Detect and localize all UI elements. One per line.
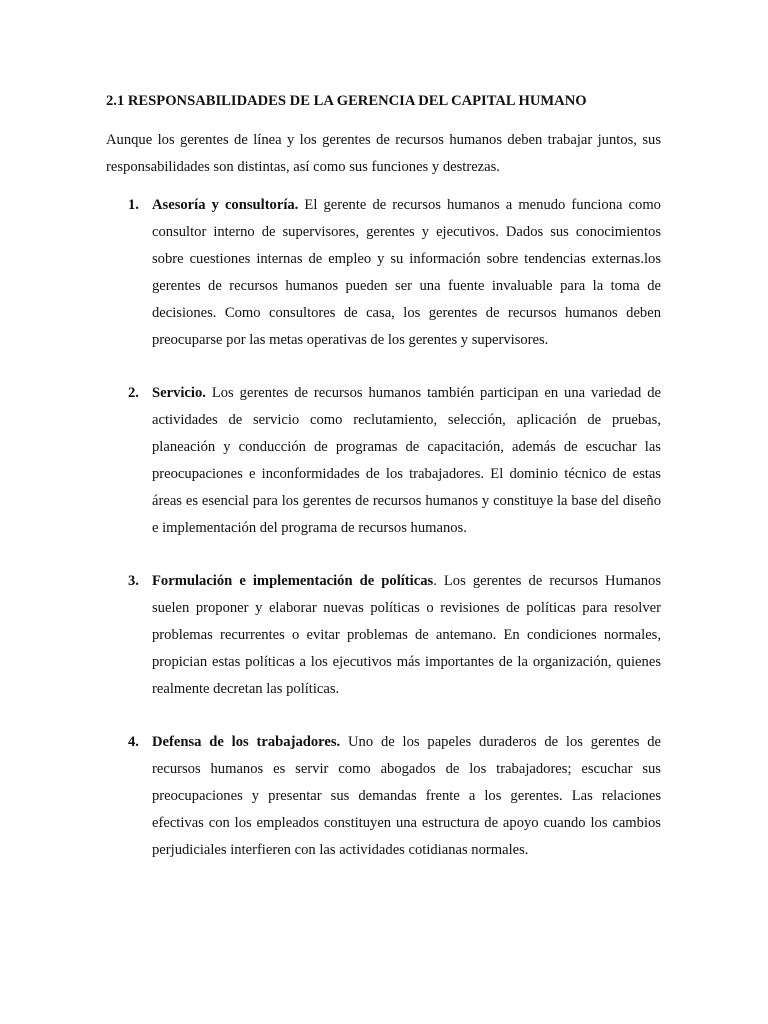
list-item-title: Servicio. <box>152 385 206 401</box>
intro-paragraph: Aunque los gerentes de línea y los gerentes de recursos humanos deben trabajar juntos, sus responsabilidades son distintas, así como sus funciones y destrezas. <box>106 132 661 175</box>
list-item-number: 2. <box>128 385 139 401</box>
list-item-text: Uno de los papeles duraderos de los gerentes de recursos humanos es servir como abogados de los trabajadores; escuchar sus preocupaciones y presentar sus demandas frente a los gerentes. Las relaciones efectivas con los empleados constituyen una estructura de apoyo cuando los cambios perjudiciales interfieren con las actividades cotidianas normales. <box>152 734 661 858</box>
list-item-body <box>152 192 661 354</box>
list-item <box>0 568 768 703</box>
list-item-text: . Los gerentes de recursos Humanos suelen proponer y elaborar nuevas políticas o revisiones de políticas para resolver problemas recurrentes o evitar problemas de antemano. En condiciones normales, propician estas políticas a los ejecutivos más importantes de la organización, quienes realmente decretan las políticas. <box>152 573 661 697</box>
list-item-body <box>152 380 661 542</box>
list-item-text: El gerente de recursos humanos a menudo funciona como consultor interno de supervisores, gerentes y ejecutivos. Dados sus conocimientos sobre cuestiones internas de empleo y su información sobre tendencias externas.los gerentes de recursos humanos pueden ser una fuente invaluable para la toma de decisiones. Como consultores de casa, los gerentes de recursos humanos deben preocuparse por las metas operativas de los gerentes y supervisores. <box>152 197 661 348</box>
list-item-title: Asesoría y consultoría. <box>152 197 299 213</box>
list-item-number: 4. <box>128 734 139 750</box>
list-item-text: Los gerentes de recursos humanos también participan en una variedad de actividades de servicio como reclutamiento, selección, aplicación de pruebas, planeación y conducción de programas de capacitación, además de escuchar las preocupaciones e inconformidades de los trabajadores. El dominio técnico de estas áreas es esencial para los gerentes de recursos humanos y constituye la base del diseño e implementación del programa de recursos humanos. <box>152 385 661 536</box>
section-heading: 2.1 RESPONSABILIDADES DE LA GERENCIA DEL CAPITAL HUMANO <box>106 93 587 109</box>
list-item <box>0 380 768 542</box>
list-item-body <box>152 568 661 703</box>
list-item <box>0 192 768 354</box>
list-item-title: Formulación e implementación de políticas <box>152 573 434 589</box>
list-item <box>0 729 768 864</box>
list-item-body <box>152 729 661 864</box>
list-item-title: Defensa de los trabajadores. <box>152 734 341 750</box>
list-item-number: 1. <box>128 197 139 213</box>
list-item-number: 3. <box>128 573 139 589</box>
responsibilities-list <box>0 192 768 890</box>
